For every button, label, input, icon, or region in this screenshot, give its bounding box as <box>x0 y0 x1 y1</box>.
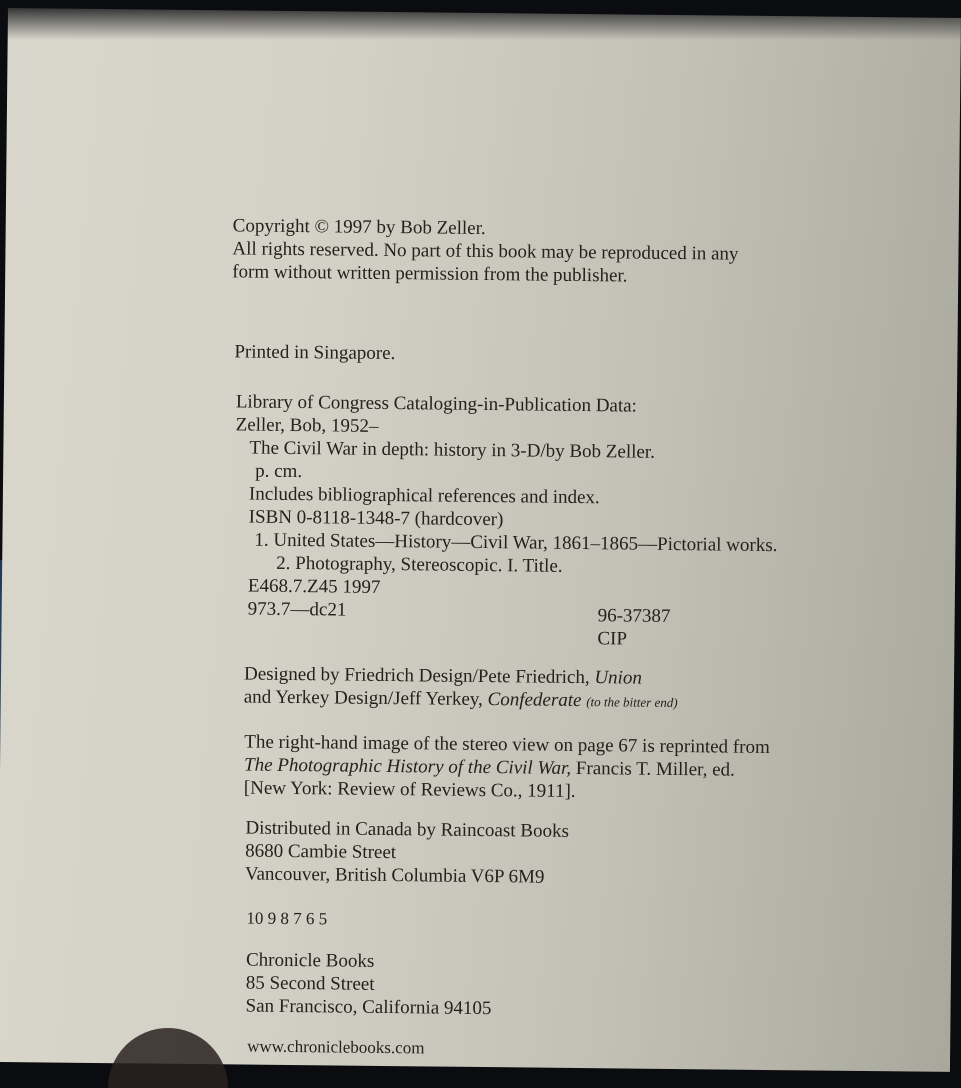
publisher-street: 85 Second Street <box>245 972 375 995</box>
cip-dewey: 973.7—dc21 <box>247 598 347 621</box>
cip-title: The Civil War in depth: history in 3-D/by Bob Zeller. <box>249 437 656 463</box>
cip-lccn-block <box>597 604 670 651</box>
cip-label: CIP <box>597 628 628 650</box>
cip-isbn: ISBN 0-8118-1348-7 (hardcover) <box>248 506 504 531</box>
cip-lc-class: E468.7.Z45 1997 <box>247 575 381 598</box>
copyright-notice: Copyright © 1997 by Bob Zeller. All rights reserved. No part of this book may be reproduced in any form without written permission from the publisher. <box>232 215 739 287</box>
printing-line: 10 9 8 7 6 5 <box>246 908 328 929</box>
publisher-address <box>245 949 492 1021</box>
image-credit: The right-hand image of the stereo view on page 67 is reprinted from The Photographic History of the Civil War, Francis T. Miller, ed. [New York: Review of Reviews Co., 1911]. <box>243 731 770 802</box>
cip-author: Zeller, Bob, 1952– <box>235 414 379 437</box>
printed-location: Printed in Singapore. <box>234 341 396 365</box>
distribution-info: Distributed in Canada by Raincoast Books 8680 Cambie Street Vancouver, British Columbia V6P 6M9 <box>244 817 570 888</box>
publisher-city: San Francisco, California 94105 <box>245 995 492 1020</box>
publisher-website: www.chroniclebooks.com <box>247 1036 425 1058</box>
cip-subject: 2. Photography, Stereoscopic. I. Title. <box>276 552 563 577</box>
cip-pcm: p. cm. <box>255 460 303 483</box>
cip-heading: Library of Congress Cataloging-in-Publication Data: <box>235 391 638 417</box>
cip-subject: 1. United States—History—Civil War, 1861–1865—Pictorial works. <box>254 529 778 557</box>
cip-bibliography: Includes bibliographical references and index. <box>248 483 600 509</box>
cip-block <box>234 390 779 626</box>
publisher-name: Chronicle Books <box>245 949 375 972</box>
copyright-page <box>0 8 961 1072</box>
cip-lccn: 96-37387 <box>597 605 671 627</box>
design-credit: Designed by Friedrich Design/Pete Friedrich, Union and Yerkey Design/Jeff Yerkey, Confederate (to the bitter end) <box>243 663 678 712</box>
